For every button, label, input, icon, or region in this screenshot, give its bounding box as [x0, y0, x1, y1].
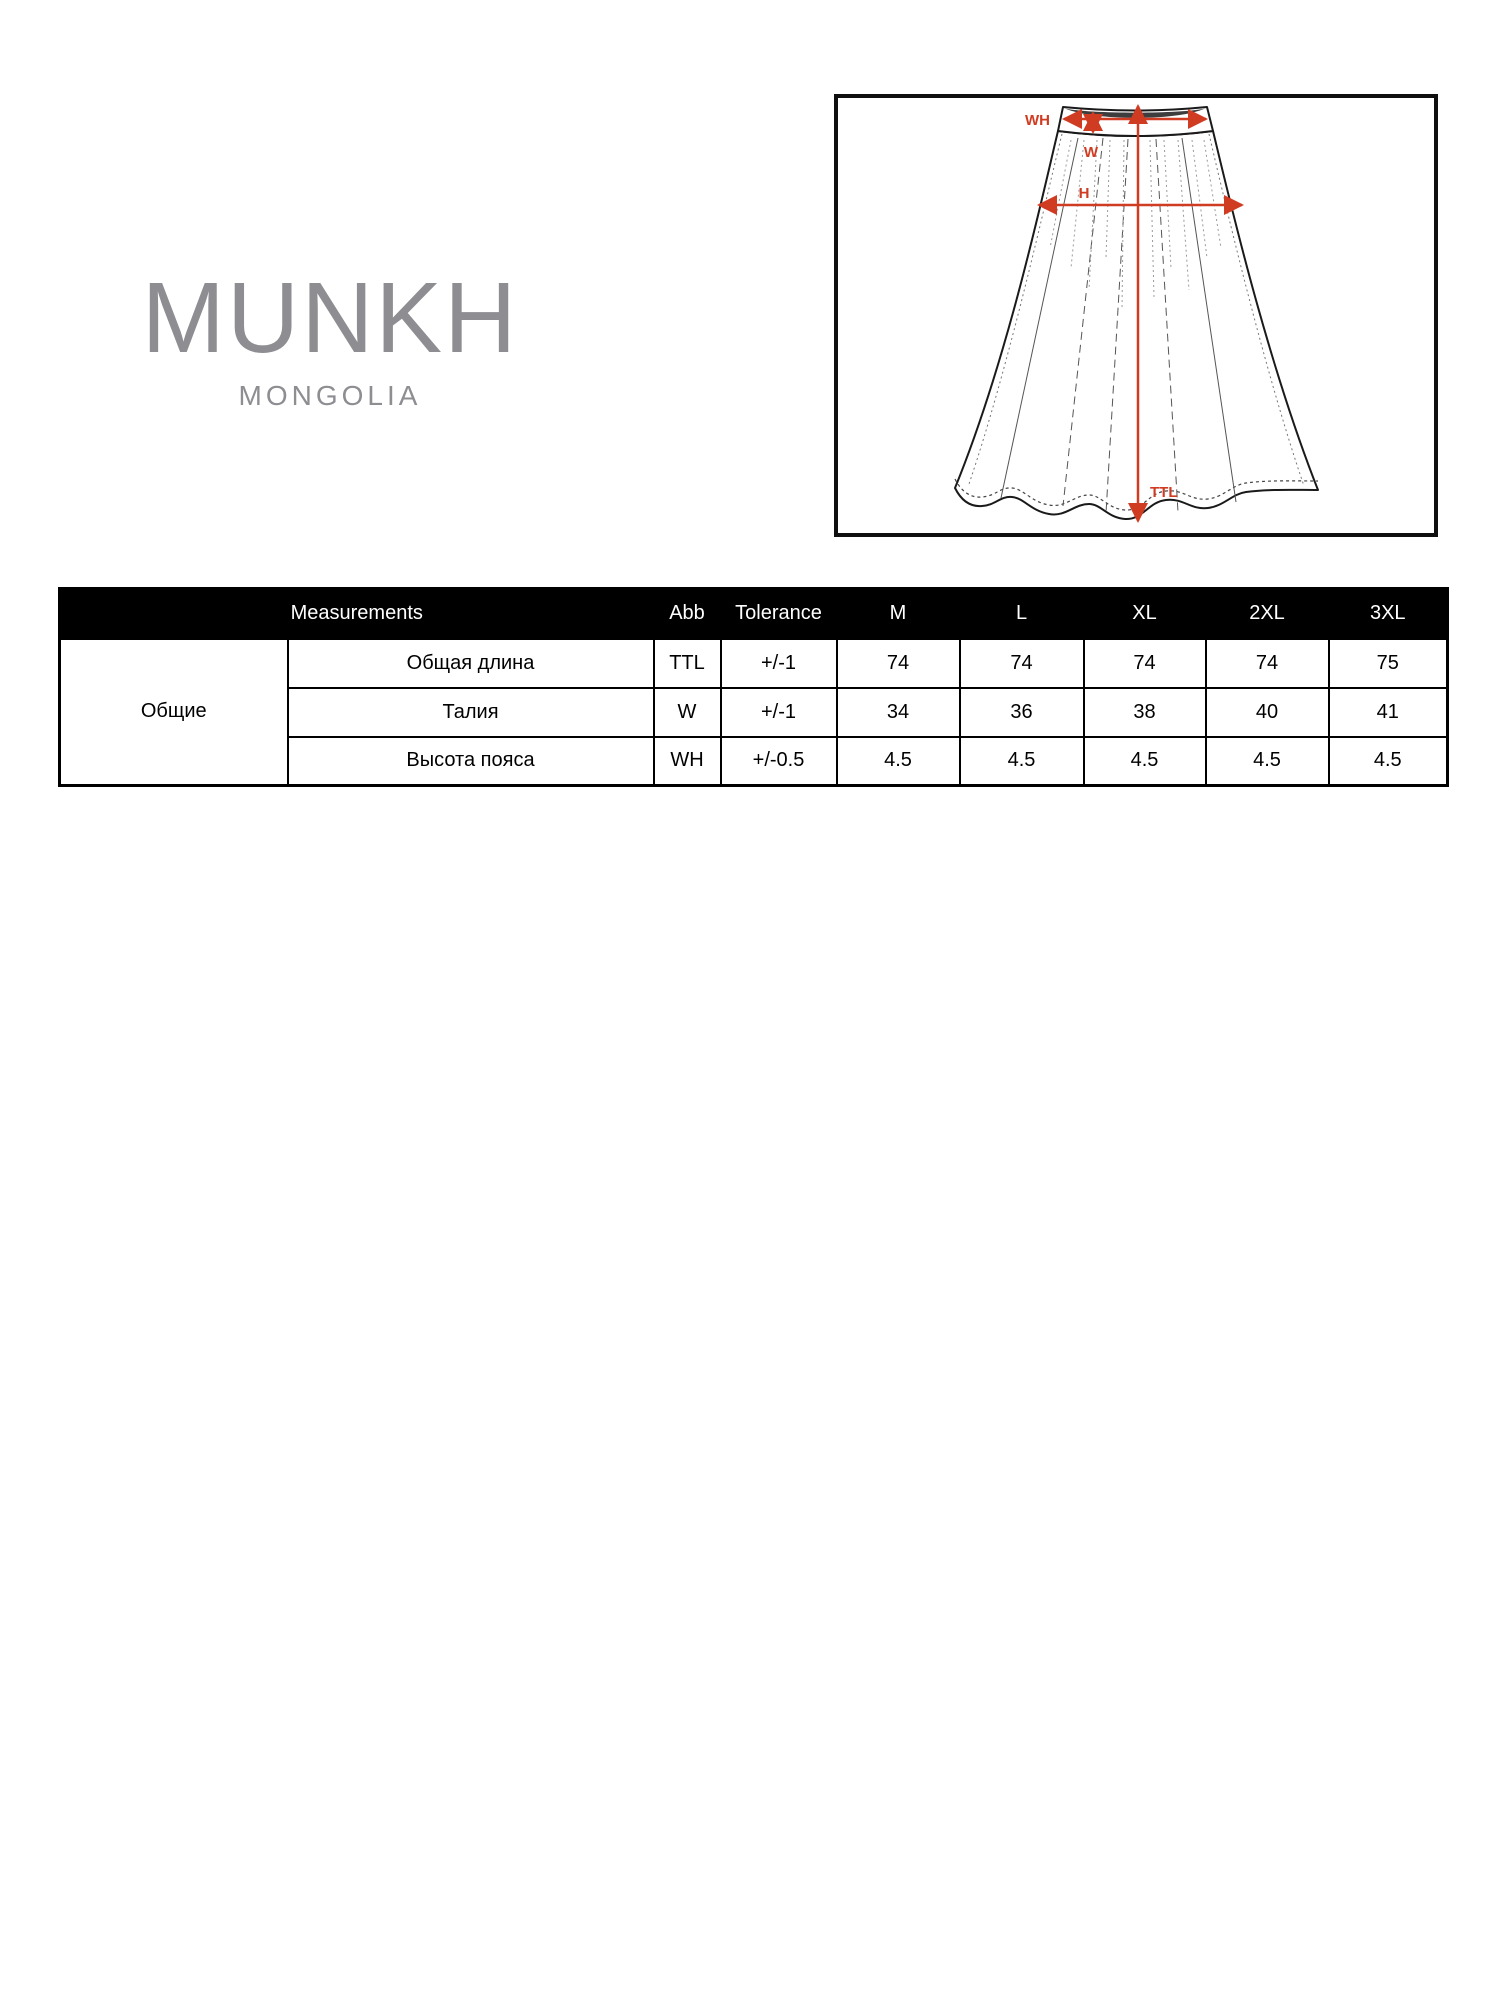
header-size-xl: XL: [1084, 589, 1206, 639]
h-measure-label: H: [1078, 185, 1090, 202]
header-measurements: Measurements: [60, 589, 654, 639]
header-tolerance: Tolerance: [721, 589, 837, 639]
header-abb: Abb: [654, 589, 721, 639]
abb-cell: TTL: [654, 639, 721, 688]
value-cell: 74: [960, 639, 1084, 688]
measure-name-cell: Высота пояса: [288, 737, 654, 786]
header-size-m: M: [837, 589, 960, 639]
table-header-row: [60, 589, 1448, 639]
brand-subtitle: MONGOLIA: [238, 380, 422, 411]
header-size-2xl: 2XL: [1206, 589, 1329, 639]
wh-measure-label: WH: [1025, 112, 1050, 129]
measure-name-cell: Общая длина: [288, 639, 654, 688]
w-measure-label: W: [1083, 144, 1099, 161]
ttl-measure-label: TTL: [1150, 484, 1178, 501]
garment-diagram-frame: [834, 94, 1438, 537]
table-row: [60, 639, 1448, 688]
value-cell: 4.5: [837, 737, 960, 786]
measurements-table: [58, 587, 1449, 787]
value-cell: 34: [837, 688, 960, 737]
value-cell: 75: [1329, 639, 1448, 688]
value-cell: 4.5: [1084, 737, 1206, 786]
brand-logo: [0, 262, 660, 411]
header-size-3xl: 3XL: [1329, 589, 1448, 639]
value-cell: 4.5: [1329, 737, 1448, 786]
value-cell: 74: [1206, 639, 1329, 688]
measure-name-cell: Талия: [288, 688, 654, 737]
value-cell: 38: [1084, 688, 1206, 737]
value-cell: 74: [837, 639, 960, 688]
value-cell: 4.5: [960, 737, 1084, 786]
group-label-cell: Общие: [60, 639, 288, 786]
value-cell: 74: [1084, 639, 1206, 688]
value-cell: 4.5: [1206, 737, 1329, 786]
abb-cell: WH: [654, 737, 721, 786]
value-cell: 36: [960, 688, 1084, 737]
value-cell: 41: [1329, 688, 1448, 737]
brand-name: MUNKH: [141, 262, 519, 374]
skirt-technical-drawing: [838, 98, 1434, 533]
abb-cell: W: [654, 688, 721, 737]
tolerance-cell: +/-1: [721, 639, 837, 688]
header-size-l: L: [960, 589, 1084, 639]
value-cell: 40: [1206, 688, 1329, 737]
tolerance-cell: +/-1: [721, 688, 837, 737]
tolerance-cell: +/-0.5: [721, 737, 837, 786]
